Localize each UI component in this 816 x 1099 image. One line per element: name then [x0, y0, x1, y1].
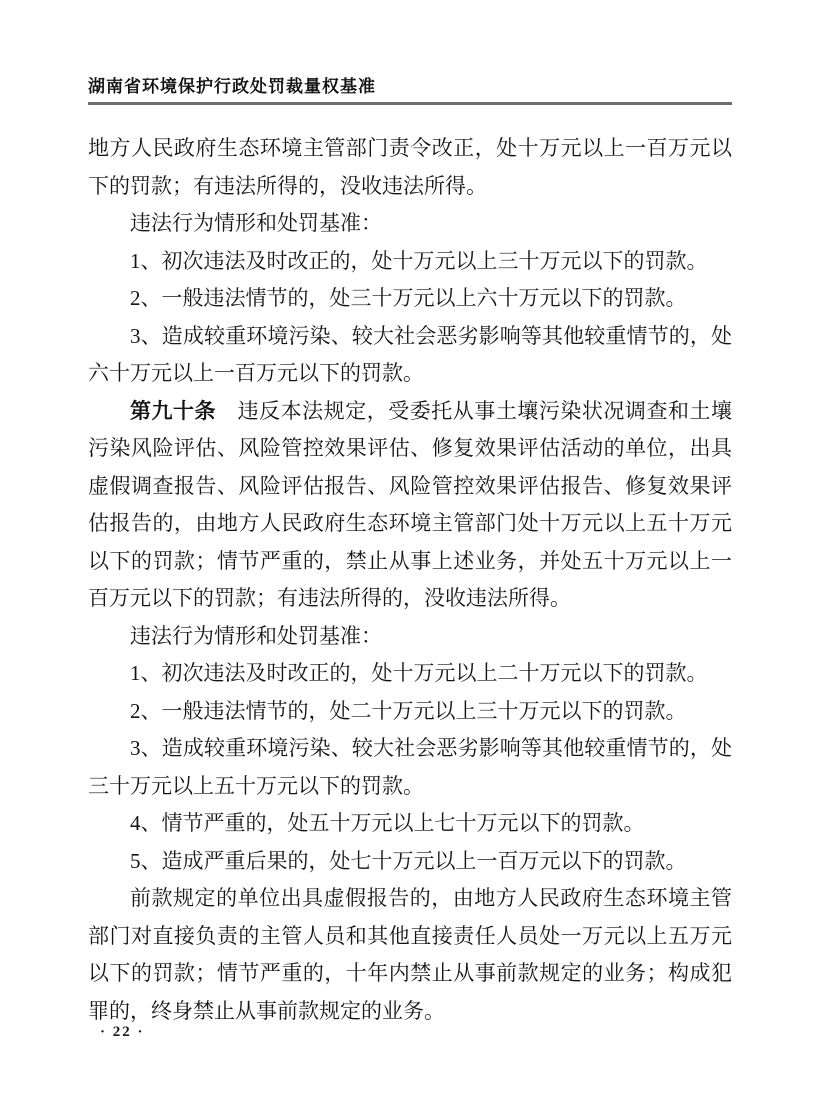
- paragraph-basis-heading: [88, 618, 732, 656]
- paragraph-item-2: [88, 280, 732, 318]
- page-header-title: 湖南省环境保护行政处罚裁量权基准: [88, 77, 376, 96]
- document-body: [88, 130, 732, 1030]
- paragraph-basis-heading: [88, 205, 732, 243]
- paragraph-text: 地方人民政府生态环境主管部门责令改正，处十万元以上一百万元以下的罚款；有违法所得的，没收违法所得。: [88, 136, 732, 198]
- header-rule: [88, 102, 732, 105]
- paragraph-item-5: [88, 843, 732, 881]
- paragraph-text: 2、一般违法情节的，处三十万元以上六十万元以下的罚款。: [130, 286, 687, 310]
- paragraph-item-4: [88, 805, 732, 843]
- paragraph-continuation: [88, 130, 732, 205]
- paragraph-item-3: [88, 318, 732, 393]
- paragraph-item-1: [88, 243, 732, 281]
- paragraph-text: 3、造成较重环境污染、较大社会恶劣影响等其他较重情节的，处三十万元以上五十万元以下的罚款。: [88, 736, 732, 798]
- paragraph-text: 1、初次违法及时改正的，处十万元以上三十万元以下的罚款。: [130, 248, 708, 273]
- paragraph-text: 违反本法规定，受委托从事土壤污染状况调查和土壤污染风险评估、风险管控效果评估、修复效果评估活动的单位，出具虚假调查报告、风险评估报告、风险管控效果评估报告、修复效果评估报告的，由地方人民政府生态环境主管部门处十万元以上五十万元以下的罚款；情节严重的，禁止从事上述业务，并处五十万元以上一百万元以下的罚款；有违法所得的，没收违法所得。: [88, 398, 733, 610]
- paragraph-text: 前款规定的单位出具虚假报告的，由地方人民政府生态环境主管部门对直接负责的主管人员和其他直接责任人员处一万元以上五万元以下的罚款；情节严重的，十年内禁止从事前款规定的业务；构成犯罪的，终身禁止从事前款规定的业务。: [88, 886, 732, 1023]
- paragraph-item-1: [88, 655, 732, 693]
- paragraph-text: 1、初次违法及时改正的，处十万元以上二十万元以下的罚款。: [130, 661, 708, 685]
- paragraph-text: 5、造成严重后果的，处七十万元以上一百万元以下的罚款。: [130, 848, 687, 873]
- paragraph-article-90: [88, 393, 732, 618]
- paragraph-item-2: [88, 693, 732, 731]
- paragraph-text: 2、一般违法情节的，处二十万元以上三十万元以下的罚款。: [130, 698, 687, 723]
- article-number: 第九十条: [130, 398, 217, 423]
- paragraph-text: 违法行为情形和处罚基准：: [130, 623, 382, 648]
- paragraph-final-clause: [88, 880, 732, 1030]
- page-number: · 22 ·: [100, 1024, 145, 1040]
- paragraph-text: 4、情节严重的，处五十万元以上七十万元以下的罚款。: [130, 811, 645, 835]
- paragraph-text: 违法行为情形和处罚基准：: [130, 211, 382, 235]
- paragraph-item-3: [88, 730, 732, 805]
- paragraph-text: 3、造成较重环境污染、较大社会恶劣影响等其他较重情节的，处六十万元以上一百万元以下的罚款。: [88, 323, 732, 385]
